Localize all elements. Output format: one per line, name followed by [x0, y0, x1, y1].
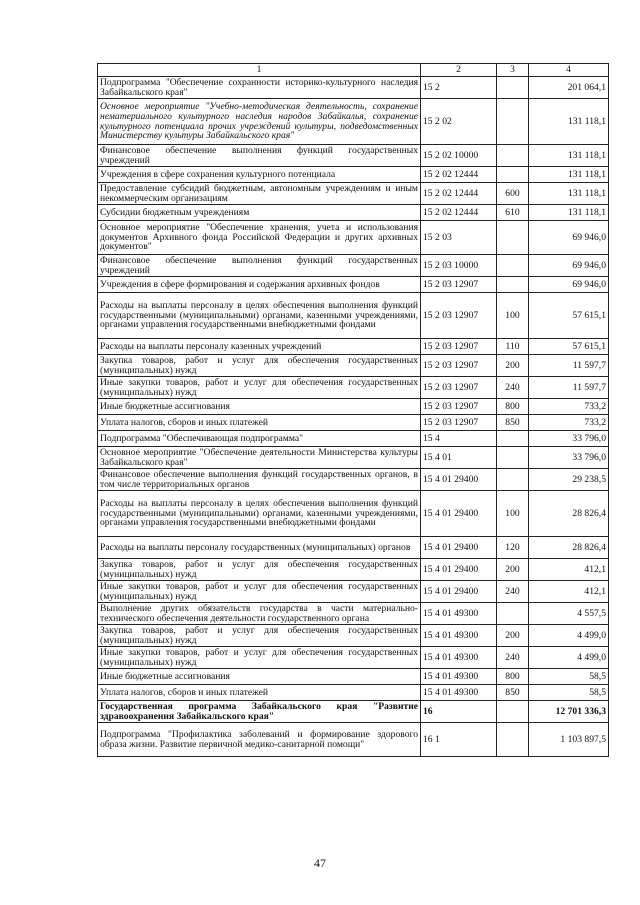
- cell-amount: 58,5: [529, 685, 609, 701]
- table-row: [98, 255, 609, 277]
- cell-amount: 733,2: [529, 399, 609, 415]
- cell-type: 200: [497, 355, 529, 377]
- cell-name: Уплата налогов, сборов и иных платежей: [98, 685, 421, 701]
- cell-type: [497, 701, 529, 723]
- cell-code: 15 4 01 49300: [421, 603, 497, 625]
- table-row: [98, 685, 609, 701]
- table-row: [98, 669, 609, 685]
- cell-name: Финансовое обеспечение выполнения функций государственных органов, в том числе территориальных органов: [98, 469, 421, 491]
- cell-amount: 69 946,0: [529, 221, 609, 255]
- cell-type: [497, 277, 529, 293]
- header-col-type: 3: [497, 64, 529, 77]
- cell-name: Иные закупки товаров, работ и услуг для обеспечения государственных (муниципальных) нужд: [98, 377, 421, 399]
- table-row: [98, 183, 609, 205]
- cell-amount: 412,1: [529, 559, 609, 581]
- cell-amount: 11 597,7: [529, 355, 609, 377]
- table-header-row: [98, 64, 609, 77]
- cell-name: Иные бюджетные ассигнования: [98, 669, 421, 685]
- cell-type: 800: [497, 669, 529, 685]
- budget-table: [97, 63, 609, 757]
- cell-type: [497, 447, 529, 469]
- cell-code: 15 2 02 10000: [421, 145, 497, 167]
- cell-name: Субсидии бюджетным учреждениям: [98, 205, 421, 221]
- cell-amount: 4 499,0: [529, 625, 609, 647]
- cell-name: Основное мероприятие "Учебно-методическая деятельность, сохранение нематериального культурного наследия народов Забайкалья, сохранение культурного потенциала прочих учреждений культуры, подведомственных Министерству культуры Забайкальского края": [98, 99, 421, 145]
- cell-code: 16: [421, 701, 497, 723]
- header-col-code: 2: [421, 64, 497, 77]
- cell-name: Закупка товаров, работ и услуг для обеспечения государственных (муниципальных) нужд: [98, 355, 421, 377]
- cell-code: 15 2 03: [421, 221, 497, 255]
- cell-name: Иные закупки товаров, работ и услуг для обеспечения государственных (муниципальных) нужд: [98, 647, 421, 669]
- cell-name: Финансовое обеспечение выполнения функций государственных учреждений: [98, 255, 421, 277]
- cell-type: 610: [497, 205, 529, 221]
- table-row: [98, 167, 609, 183]
- cell-amount: 33 796,0: [529, 447, 609, 469]
- cell-name: Подпрограмма "Обеспечение сохранности историко-культурного наследия Забайкальского края": [98, 77, 421, 99]
- cell-type: [497, 77, 529, 99]
- cell-type: 800: [497, 399, 529, 415]
- cell-code: 15 2 03 12907: [421, 339, 497, 355]
- cell-amount: 29 238,5: [529, 469, 609, 491]
- cell-code: 15 4 01 29400: [421, 559, 497, 581]
- cell-amount: 58,5: [529, 669, 609, 685]
- cell-code: 15 2 02 12444: [421, 167, 497, 183]
- cell-amount: 11 597,7: [529, 377, 609, 399]
- cell-name: Основное мероприятие "Обеспечение деятельности Министерства культуры Забайкальского края": [98, 447, 421, 469]
- cell-code: 16 1: [421, 723, 497, 757]
- header-col-amount: 4: [529, 64, 609, 77]
- cell-type: 240: [497, 647, 529, 669]
- cell-type: [497, 99, 529, 145]
- cell-code: 15 2 03 12907: [421, 377, 497, 399]
- cell-name: Иные бюджетные ассигнования: [98, 399, 421, 415]
- cell-amount: 69 946,0: [529, 255, 609, 277]
- table-row: [98, 491, 609, 537]
- cell-amount: 1 103 897,5: [529, 723, 609, 757]
- cell-amount: 733,2: [529, 415, 609, 431]
- table-row: [98, 145, 609, 167]
- page-number: 47: [314, 856, 326, 870]
- cell-code: 15 4 01 29400: [421, 537, 497, 559]
- cell-name: Расходы на выплаты персоналу казенных учреждений: [98, 339, 421, 355]
- cell-type: [497, 255, 529, 277]
- cell-name: Учреждения в сфере сохранения культурного потенциала: [98, 167, 421, 183]
- table-row: [98, 293, 609, 339]
- cell-name: Предоставление субсидий бюджетным, автономным учреждениям и иным некоммерческим организациям: [98, 183, 421, 205]
- table-row: [98, 469, 609, 491]
- table-row: [98, 723, 609, 757]
- cell-type: 200: [497, 559, 529, 581]
- table-row: [98, 399, 609, 415]
- cell-amount: 33 796,0: [529, 431, 609, 447]
- table-row: [98, 647, 609, 669]
- table-row: [98, 701, 609, 723]
- cell-amount: 28 826,4: [529, 491, 609, 537]
- cell-amount: 131 118,1: [529, 205, 609, 221]
- cell-amount: 57 615,1: [529, 339, 609, 355]
- table-body: [98, 77, 609, 757]
- cell-name: Государственная программа Забайкальского края "Развитие здравоохранения Забайкальского края": [98, 701, 421, 723]
- cell-amount: 131 118,1: [529, 99, 609, 145]
- cell-amount: 131 118,1: [529, 145, 609, 167]
- cell-name: Расходы на выплаты персоналу в целях обеспечения выполнения функций государственными (муниципальными) органами, казенными учреждениями, органами управления государственными внебюджетными фондами: [98, 293, 421, 339]
- cell-type: [497, 145, 529, 167]
- cell-type: 110: [497, 339, 529, 355]
- cell-type: 120: [497, 537, 529, 559]
- cell-type: [497, 167, 529, 183]
- cell-name: Подпрограмма "Обеспечивающая подпрограмма": [98, 431, 421, 447]
- cell-type: [497, 221, 529, 255]
- cell-code: 15 2 02 12444: [421, 183, 497, 205]
- cell-name: Основное мероприятие "Обеспечение хранения, учета и использования документов Архивного фонда Российской Федерации и других архивных документов": [98, 221, 421, 255]
- cell-amount: 412,1: [529, 581, 609, 603]
- cell-type: 200: [497, 625, 529, 647]
- table-row: [98, 415, 609, 431]
- cell-amount: 201 064,1: [529, 77, 609, 99]
- cell-name: Уплата налогов, сборов и иных платежей: [98, 415, 421, 431]
- table-row: [98, 447, 609, 469]
- cell-name: Расходы на выплаты персоналу в целях обеспечения выполнения функций государственными (муниципальными) органами, казенными учреждениями, органами управления государственными внебюджетными фондами: [98, 491, 421, 537]
- cell-code: 15 2 03 12907: [421, 277, 497, 293]
- table-row: [98, 277, 609, 293]
- cell-type: [497, 603, 529, 625]
- table-row: [98, 221, 609, 255]
- cell-code: 15 4 01: [421, 447, 497, 469]
- cell-type: [497, 431, 529, 447]
- table-row: [98, 559, 609, 581]
- cell-name: Подпрограмма "Профилактика заболеваний и формирование здорового образа жизни. Развитие первичной медико-санитарной помощи": [98, 723, 421, 757]
- cell-amount: 57 615,1: [529, 293, 609, 339]
- cell-type: 100: [497, 293, 529, 339]
- table-row: [98, 625, 609, 647]
- cell-type: 100: [497, 491, 529, 537]
- cell-amount: 28 826,4: [529, 537, 609, 559]
- table-row: [98, 581, 609, 603]
- cell-code: 15 4 01 29400: [421, 469, 497, 491]
- cell-code: 15 2 02: [421, 99, 497, 145]
- cell-name: Иные закупки товаров, работ и услуг для обеспечения государственных (муниципальных) нужд: [98, 581, 421, 603]
- cell-code: 15 4: [421, 431, 497, 447]
- cell-amount: 69 946,0: [529, 277, 609, 293]
- table-row: [98, 603, 609, 625]
- cell-code: 15 2 03 12907: [421, 355, 497, 377]
- cell-name: Учреждения в сфере формирования и содержания архивных фондов: [98, 277, 421, 293]
- cell-type: 240: [497, 581, 529, 603]
- cell-code: 15 2 03 10000: [421, 255, 497, 277]
- table-row: [98, 99, 609, 145]
- cell-amount: 12 701 336,3: [529, 701, 609, 723]
- cell-code: 15 4 01 49300: [421, 685, 497, 701]
- table-row: [98, 205, 609, 221]
- cell-type: [497, 469, 529, 491]
- cell-code: 15 4 01 49300: [421, 625, 497, 647]
- cell-amount: 4 499,0: [529, 647, 609, 669]
- cell-type: 600: [497, 183, 529, 205]
- cell-amount: 4 557,5: [529, 603, 609, 625]
- cell-type: 850: [497, 415, 529, 431]
- table-row: [98, 77, 609, 99]
- cell-name: Финансовое обеспечение выполнения функций государственных учреждений: [98, 145, 421, 167]
- cell-code: 15 2 03 12907: [421, 415, 497, 431]
- cell-code: 15 4 01 29400: [421, 491, 497, 537]
- cell-code: 15 2 02 12444: [421, 205, 497, 221]
- cell-amount: 131 118,1: [529, 183, 609, 205]
- cell-code: 15 2: [421, 77, 497, 99]
- cell-code: 15 2 03 12907: [421, 399, 497, 415]
- cell-code: 15 4 01 49300: [421, 647, 497, 669]
- cell-type: [497, 723, 529, 757]
- cell-name: Закупка товаров, работ и услуг для обеспечения государственных (муниципальных) нужд: [98, 625, 421, 647]
- table-row: [98, 377, 609, 399]
- cell-type: 850: [497, 685, 529, 701]
- cell-name: Выполнение других обязательств государства в части материально-технического обеспечения деятельности государственного органа: [98, 603, 421, 625]
- cell-code: 15 4 01 49300: [421, 669, 497, 685]
- cell-code: 15 2 03 12907: [421, 293, 497, 339]
- table-row: [98, 355, 609, 377]
- table-row: [98, 339, 609, 355]
- cell-code: 15 4 01 29400: [421, 581, 497, 603]
- cell-amount: 131 118,1: [529, 167, 609, 183]
- table-row: [98, 537, 609, 559]
- cell-name: Расходы на выплаты персоналу государственных (муниципальных) органов: [98, 537, 421, 559]
- cell-type: 240: [497, 377, 529, 399]
- table-row: [98, 431, 609, 447]
- cell-name: Закупка товаров, работ и услуг для обеспечения государственных (муниципальных) нужд: [98, 559, 421, 581]
- header-col-name: 1: [98, 64, 421, 77]
